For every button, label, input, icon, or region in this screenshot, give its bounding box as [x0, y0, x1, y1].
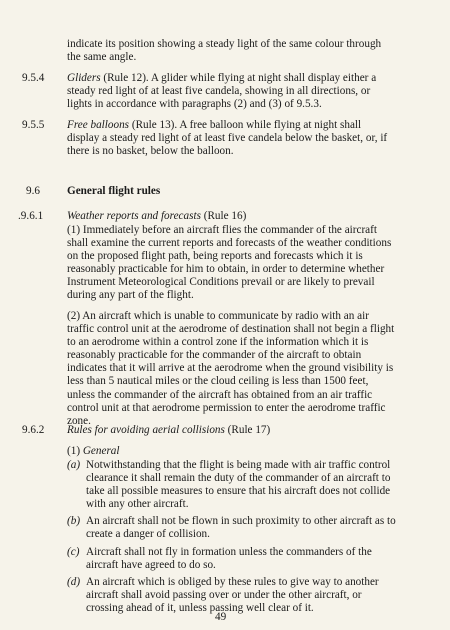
list-item-a: [67, 459, 397, 511]
subsection-general-title: General: [82, 445, 120, 457]
section-961-title-line: [67, 210, 397, 223]
list-label-d: (d): [67, 576, 81, 588]
list-item-b: [67, 515, 397, 541]
subsection-general: [67, 445, 397, 458]
section-962-title-line: [67, 424, 397, 437]
section-954-body: [67, 72, 395, 111]
page-number: 49: [215, 611, 227, 623]
section-961-para2: (2) An aircraft which is unable to communicate by radio with an air traffic control unit at the aerodrome of destination shall not begin a flight to an aerodrome within a control zone if the information which it is reasonably practicable for the commander of the aircraft to obtain indicates that it will arrive at the aerodrome when the ground visibility is less than 5 nautical miles or the cloud ceiling is less than 1500 feet, unless the commander of the aircraft has obtained from an air traffic control unit at that aerodrome permission to enter the aerodrome traffic zone.: [67, 310, 395, 427]
subsection-general-number: (1): [67, 445, 83, 457]
section-961-title: Weather reports and forecasts: [67, 210, 201, 222]
section-962-title: Rules for avoiding aerial collisions: [67, 424, 225, 436]
list-item-c: [67, 546, 397, 572]
section-954-text: (Rule 12). A glider while flying at night shall display either a steady red light of at least five candela, showing in all directions, or lights in accordance with paragraphs (2) and (3) of 9.5.3.: [67, 72, 377, 111]
list-text-a: Notwithstanding that the flight is being made with air traffic control clearance it shall remain the duty of the commander of an aircraft to take all possible measures to ensure that his aircraft does not collide with any other aircraft.: [86, 459, 391, 511]
section-955-body: [67, 119, 395, 158]
list-text-c: Aircraft shall not fly in formation unless the commanders of the aircraft have agreed to do so.: [86, 546, 372, 572]
intro-continuation: indicate its position showing a steady light of the same colour through the same angle.: [67, 38, 382, 64]
section-number-954: 9.5.4: [22, 72, 45, 84]
section-96-heading: General flight rules: [67, 185, 161, 197]
list-text-d: An aircraft which is obliged by these rules to give way to another aircraft shall avoid passing over or under the other aircraft, or crossing ahead of it, unless passing well clear of it.: [86, 576, 379, 615]
list-text-b: An aircraft shall not be flown in such proximity to other aircraft as to create a danger of collision.: [86, 515, 396, 541]
list-label-c: (c): [67, 546, 80, 558]
section-955-title: Free balloons: [67, 119, 130, 131]
section-954-title: Gliders: [67, 72, 101, 84]
section-number-961: .9.6.1: [18, 210, 44, 222]
list-label-b: (b): [67, 515, 81, 527]
section-number-962: 9.6.2: [22, 424, 45, 436]
section-961-rule: (Rule 16): [200, 210, 247, 222]
list-label-a: (a): [67, 459, 81, 471]
section-number-955: 9.5.5: [22, 119, 45, 131]
list-item-d: [67, 576, 397, 615]
section-962-rule: (Rule 17): [224, 424, 271, 436]
section-961-para1: (1) Immediately before an aircraft flies the commander of the aircraft shall examine the current reports and forecasts of the weather conditions on the proposed flight path, being reports and forecasts which it is reasonably practicable for him to obtain, in order to determine whether Instrument Meteorological Conditions prevail or are likely to prevail during any part of the flight.: [67, 224, 392, 302]
section-number-96: 9.6: [26, 185, 40, 197]
section-955-text: (Rule 13). A free balloon while flying at night shall display a steady red light of at least five candela below the basket, or, if there is no basket, below the balloon.: [67, 119, 388, 158]
